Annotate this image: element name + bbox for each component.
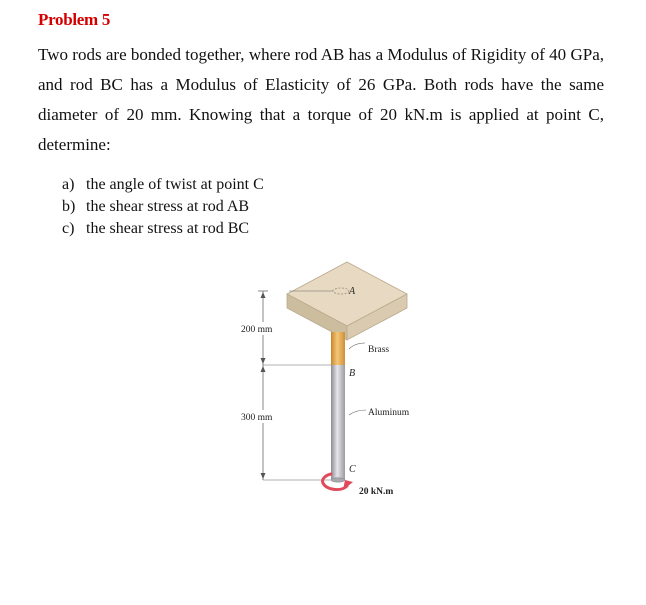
brass-rod bbox=[331, 332, 345, 365]
task-item-c bbox=[62, 218, 264, 240]
task-text: the angle of twist at point C bbox=[86, 176, 264, 193]
point-b-label: B bbox=[349, 368, 356, 379]
point-c-label: C bbox=[349, 464, 356, 475]
rod-figure bbox=[225, 252, 455, 512]
task-text: the shear stress at rod BC bbox=[86, 220, 250, 237]
fixed-support bbox=[287, 262, 407, 340]
task-item-b bbox=[62, 196, 264, 218]
material-aluminum-label: Aluminum bbox=[368, 408, 410, 418]
dimension-lines bbox=[237, 291, 285, 480]
material-brass-label: Brass bbox=[368, 345, 390, 355]
rod-diagram bbox=[225, 252, 455, 512]
problem-title: Problem 5 bbox=[38, 10, 111, 29]
point-a-label: A bbox=[349, 286, 356, 297]
task-marker: b) bbox=[62, 198, 76, 215]
problem-statement: Two rods are bonded together, where rod AB has a Modulus of Rigidity of 40 GPa, and rod BC has a Modulus of Elasticity of 26 GPa. Both rods have the same diameter of 20 mm. Knowing that a torque of 20 kN.m is applied at point C, determine: bbox=[38, 45, 604, 154]
dimension-300-label: 300 mm bbox=[241, 413, 273, 423]
task-marker: a) bbox=[62, 176, 75, 193]
torque-label: 20 kN.m bbox=[359, 487, 394, 497]
dimension-200-label: 200 mm bbox=[241, 325, 273, 335]
task-item-a bbox=[62, 174, 264, 196]
aluminum-rod bbox=[331, 365, 345, 480]
task-text: the shear stress at rod AB bbox=[86, 198, 250, 215]
task-marker: c) bbox=[62, 220, 75, 237]
task-list bbox=[62, 174, 264, 240]
brass-leader-line bbox=[349, 343, 365, 349]
aluminum-leader-line bbox=[349, 410, 366, 415]
